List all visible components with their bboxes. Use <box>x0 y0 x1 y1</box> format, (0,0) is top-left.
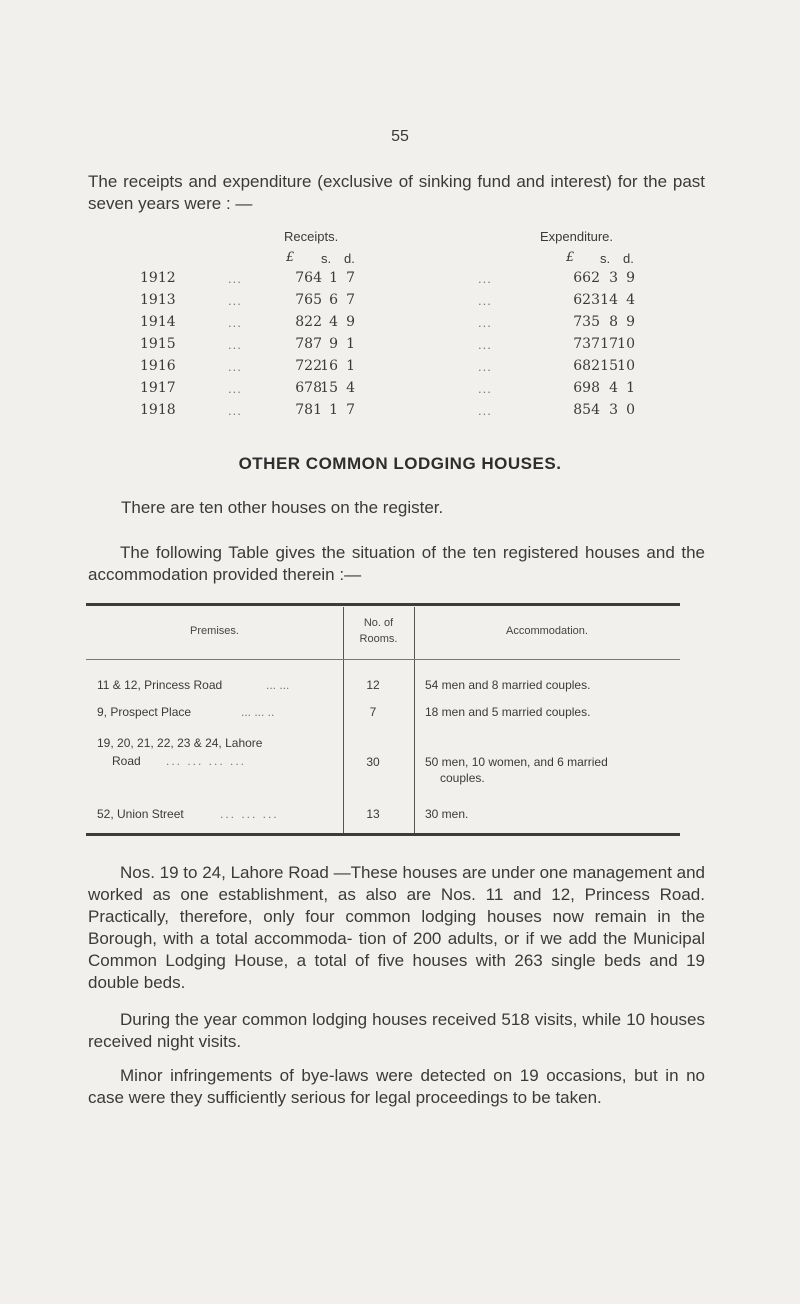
year-cell: 1916 <box>140 358 176 374</box>
receipts-pence-cell: 1 <box>346 358 355 374</box>
expenditure-pounds-cell: 737 <box>573 336 600 352</box>
year-cell: 1913 <box>140 292 176 308</box>
leader-dots: ... <box>478 337 492 352</box>
col-rooms-header-2: Rooms. <box>359 633 398 645</box>
receipts-shillings-cell: 1 <box>329 270 338 286</box>
receipts-pence-cell: 7 <box>346 292 355 308</box>
expenditure-shillings-cell: 8 <box>609 314 618 330</box>
receipts-shillings-cell: 9 <box>329 336 338 352</box>
leader-dots: ... <box>478 381 492 396</box>
leader-dots: ... <box>228 337 242 352</box>
leader-dots: ... <box>478 315 492 330</box>
year-cell: 1918 <box>140 402 176 418</box>
receipts-pence-cell: 1 <box>346 336 355 352</box>
expenditure-pounds-cell: 682 <box>573 358 600 374</box>
visits-paragraph: During the year common lodging houses received 518 visits, while 10 houses received night visits. <box>88 1010 705 1051</box>
expenditure-pence-cell: 4 <box>626 292 635 308</box>
receipts-pounds-cell: 781 <box>295 402 322 418</box>
table-divider-2 <box>414 607 415 833</box>
expenditure-pence-cell: 0 <box>626 402 635 418</box>
expenditure-pounds-cell: 698 <box>573 380 600 396</box>
premises-cell: 19, 20, 21, 22, 23 & 24, Lahore <box>97 736 263 750</box>
rooms-cell: 30 <box>366 755 380 769</box>
expenditure-shillings-cell: 15 <box>600 358 618 374</box>
receipts-header: Receipts. <box>284 229 339 244</box>
year-cell: 1912 <box>140 270 176 286</box>
leader-dots: ... <box>228 315 242 330</box>
expenditure-pence-cell: 9 <box>626 270 635 286</box>
intro-paragraph: The receipts and expenditure (exclusive of sinking fund and interest) for the past seven years were : — <box>88 172 705 213</box>
expenditure-shillings-cell: 14 <box>600 292 618 308</box>
expenditure-pence-cell: 10 <box>617 336 635 352</box>
expenditure-pence-cell: 1 <box>626 380 635 396</box>
receipts-pounds-cell: 722 <box>295 358 322 374</box>
page-number: 55 <box>391 128 409 145</box>
rooms-cell: 7 <box>369 705 377 719</box>
table-top-rule <box>86 603 680 606</box>
table-intro-paragraph: The following Table gives the situation of the ten registered houses and the accommodation provided therein :— <box>88 543 705 584</box>
expenditure-pound-unit: £ <box>566 250 575 265</box>
expenditure-shillings-cell: 3 <box>609 270 618 286</box>
expenditure-pounds-cell: 854 <box>573 402 600 418</box>
rooms-cell: 12 <box>366 678 380 692</box>
accommodation-cell: 18 men and 5 married couples. <box>425 705 591 719</box>
receipts-shillings-cell: 4 <box>329 314 338 330</box>
rooms-cell: 13 <box>366 807 380 821</box>
receipts-shillings-cell: 6 <box>329 292 338 308</box>
leader-dots: ... <box>478 403 492 418</box>
receipts-pounds-cell: 822 <box>295 314 322 330</box>
year-cell: 1914 <box>140 314 176 330</box>
leader-dots: ... ... .. <box>241 705 275 719</box>
lahore-paragraph: Nos. 19 to 24, Lahore Road —These houses are under one management and worked as one establishment, as also are Nos. 11 and 12, Princess Road. Practically, therefore, only four common lodging houses now remain in the Borough, with a total accommoda- tion of 200 adults, or if we add the Municipal Common Lodging House, a total of five houses with 263 single beds and 19 double beds. <box>88 863 705 992</box>
receipts-pounds-cell: 765 <box>295 292 322 308</box>
col-accommodation-header: Accommodation. <box>506 625 588 637</box>
accommodation-cell: 54 men and 8 married couples. <box>425 678 591 692</box>
leader-dots: ... <box>228 403 242 418</box>
expenditure-pounds-cell: 623 <box>573 292 600 308</box>
leader-dots: ... ... ... <box>220 807 279 821</box>
receipts-pound-unit: £ <box>286 250 295 265</box>
leader-dots: ... <box>478 271 492 286</box>
premises-cell-continued: Road <box>112 754 141 768</box>
expenditure-shillings-cell: 4 <box>609 380 618 396</box>
expenditure-pence-cell: 10 <box>617 358 635 374</box>
table-bottom-rule <box>86 833 680 836</box>
premises-cell: 9, Prospect Place <box>97 705 192 719</box>
expenditure-pounds-cell: 735 <box>573 314 600 330</box>
receipts-shillings-cell: 16 <box>320 358 338 374</box>
section-heading: OTHER COMMON LODGING HOUSES. <box>238 454 562 473</box>
receipts-shillings-cell: 1 <box>329 402 338 418</box>
accommodation-cell: 50 men, 10 women, and 6 married <box>425 755 608 769</box>
premises-cell: 52, Union Street <box>97 807 184 821</box>
receipts-shilling-unit: s. <box>321 251 332 266</box>
accommodation-cell: 30 men. <box>425 807 469 821</box>
leader-dots: ... ... ... ... <box>166 754 247 768</box>
receipts-pounds-cell: 764 <box>295 270 322 286</box>
leader-dots: ... ... <box>266 678 290 692</box>
expenditure-header: Expenditure. <box>540 229 613 244</box>
col-rooms-header-1: No. of <box>363 617 394 629</box>
premises-cell: 11 & 12, Princess Road <box>97 678 223 692</box>
year-cell: 1917 <box>140 380 176 396</box>
expenditure-pounds-cell: 662 <box>573 270 600 286</box>
receipts-pence-cell: 9 <box>346 314 355 330</box>
receipts-pounds-cell: 787 <box>295 336 322 352</box>
receipts-pence-cell: 7 <box>346 270 355 286</box>
infringements-paragraph: Minor infringements of bye-laws were detected on 19 occasions, but in no case were they sufficiently serious for legal proceedings to be taken. <box>88 1066 705 1107</box>
expenditure-shillings-cell: 3 <box>609 402 618 418</box>
expenditure-shilling-unit: s. <box>600 251 611 266</box>
receipts-pence-unit: d. <box>344 251 355 266</box>
receipts-pence-cell: 4 <box>346 380 355 396</box>
leader-dots: ... <box>228 293 242 308</box>
leader-dots: ... <box>478 293 492 308</box>
col-premises-header: Premises. <box>190 625 239 637</box>
table-header-rule <box>86 659 680 660</box>
receipts-shillings-cell: 15 <box>320 380 338 396</box>
leader-dots: ... <box>478 359 492 374</box>
register-paragraph: There are ten other houses on the register. <box>121 498 444 517</box>
expenditure-pence-unit: d. <box>623 251 634 266</box>
receipts-pence-cell: 7 <box>346 402 355 418</box>
expenditure-pence-cell: 9 <box>626 314 635 330</box>
receipts-pounds-cell: 678 <box>295 380 322 396</box>
expenditure-shillings-cell: 17 <box>600 336 618 352</box>
leader-dots: ... <box>228 381 242 396</box>
year-cell: 1915 <box>140 336 176 352</box>
leader-dots: ... <box>228 359 242 374</box>
accommodation-cell-continued: couples. <box>440 771 485 785</box>
leader-dots: ... <box>228 271 242 286</box>
